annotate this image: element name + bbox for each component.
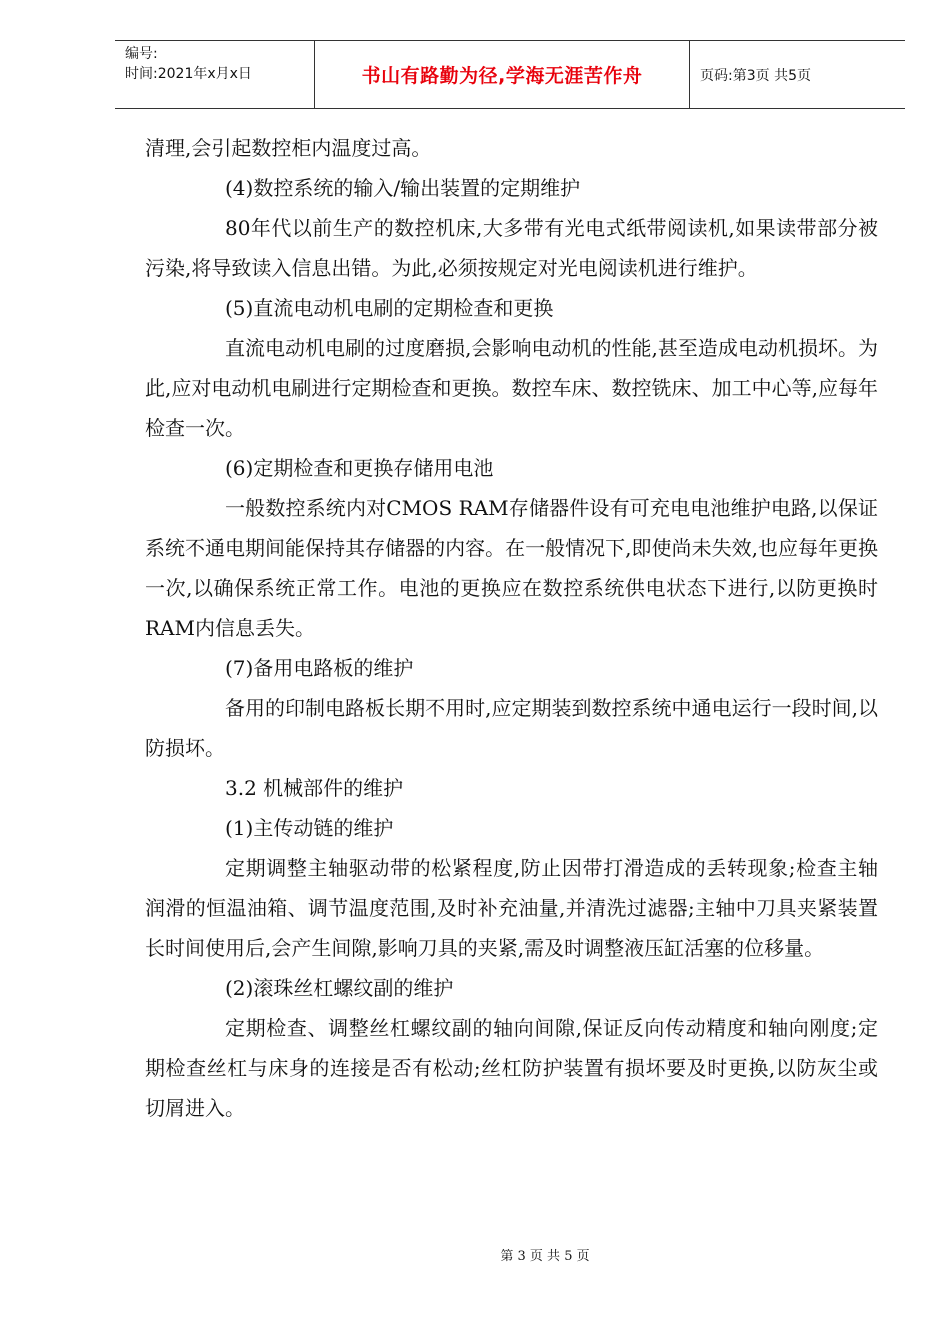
- document-time-label: 时间:2021年x月x日: [125, 66, 252, 82]
- paragraph-continuation: 清理,会引起数控柜内温度过高。: [145, 136, 432, 160]
- document-body: [145, 128, 878, 1128]
- paragraph: 定期调整主轴驱动带的松紧程度,防止因带打滑造成的丢转现象;检查主轴润滑的恒温油箱、调节温度范围,及时补充油量,并清洗过滤器;主轴中刀具夹紧装置长时间使用后,会产生间隙,影响刀具的夹紧,需及时调整液压缸活塞的位移量。: [145, 856, 878, 960]
- paragraph: 定期检查、调整丝杠螺纹副的轴向间隙,保证反向传动精度和轴向刚度;定期检查丝杠与床身的连接是否有松动;丝杠防护装置有损坏要及时更换,以防灰尘或切屑进入。: [145, 1016, 878, 1120]
- page-footer: 第 3 页 共 5 页: [500, 1249, 590, 1264]
- paragraph: 直流电动机电刷的过度磨损,会影响电动机的性能,甚至造成电动机损坏。为此,应对电动机电刷进行定期检查和更换。数控车床、数控铣床、加工中心等,应每年检查一次。: [145, 336, 878, 440]
- section-heading: 3.2 机械部件的维护: [225, 776, 404, 800]
- section-heading: (4)数控系统的输入/输出装置的定期维护: [225, 176, 581, 200]
- page-header: [115, 40, 905, 109]
- header-meta: [115, 41, 315, 108]
- header-page-code: 页码:第3页 共5页: [700, 67, 811, 84]
- paragraph: 80年代以前生产的数控机床,大多带有光电式纸带阅读机,如果读带部分被污染,将导致读入信息出错。为此,必须按规定对光电阅读机进行维护。: [145, 216, 878, 280]
- section-heading: (5)直流电动机电刷的定期检查和更换: [225, 296, 554, 320]
- paragraph: 一般数控系统内对CMOS RAM存储器件设有可充电电池维护电路,以保证系统不通电期间能保持其存储器的内容。在一般情况下,即使尚未失效,也应每年更换一次,以确保系统正常工作。电池的更换应在数控系统供电状态下进行,以防更换时RAM内信息丢失。: [145, 496, 878, 640]
- document-number-label: 编号:: [125, 46, 158, 62]
- section-heading: (1)主传动链的维护: [225, 816, 394, 840]
- section-heading: (2)滚珠丝杠螺纹副的维护: [225, 976, 454, 1000]
- section-heading: (6)定期检查和更换存储用电池: [225, 456, 494, 480]
- paragraph: 备用的印制电路板长期不用时,应定期装到数控系统中通电运行一段时间,以防损坏。: [145, 696, 878, 760]
- header-motto: 书山有路勤为径,学海无涯苦作舟: [315, 41, 690, 108]
- section-heading: (7)备用电路板的维护: [225, 656, 414, 680]
